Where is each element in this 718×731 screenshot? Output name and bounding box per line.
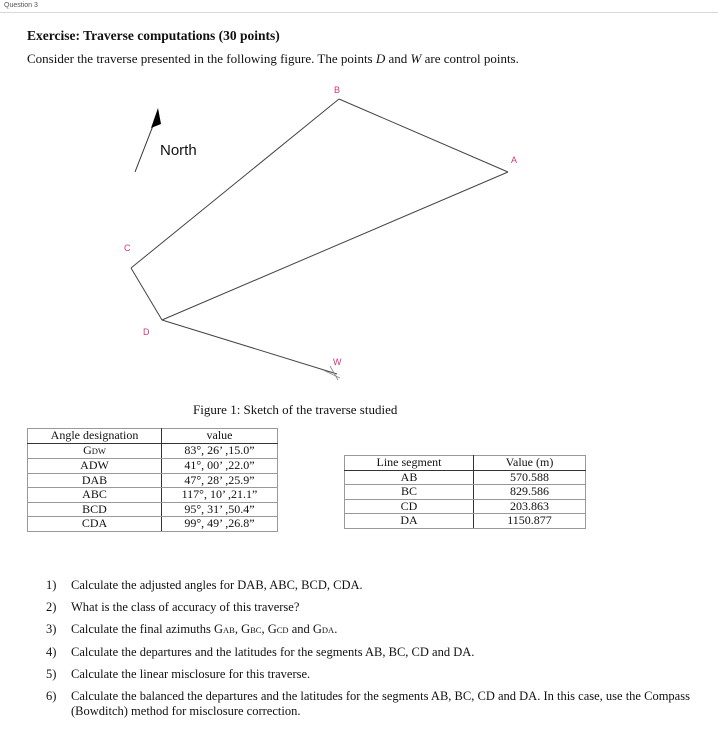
line-segment: CD: [345, 499, 474, 514]
angle-header-designation: Angle designation: [28, 429, 162, 444]
question-label: Question 3: [4, 2, 38, 9]
point-label-d: D: [143, 327, 150, 337]
table-row: [28, 488, 278, 503]
angle-value: 83°, 26’ ,15.0”: [162, 443, 278, 459]
list-item: [46, 578, 706, 593]
question-text: Calculate the linear misclosure for this traverse.: [71, 667, 311, 681]
table-row: [345, 499, 586, 514]
angle-designation: ABC: [28, 488, 162, 503]
table-row: [28, 502, 278, 517]
question-text: Calculate the adjusted angles for DAB, ABC, BCD, CDA.: [71, 578, 363, 592]
line-header-value: Value (m): [474, 456, 586, 471]
angle-value: 117°, 10’ ,21.1”: [162, 488, 278, 503]
intro-prefix: Consider the traverse presented in the following figure. The points: [27, 51, 376, 66]
angle-header-value: value: [162, 429, 278, 444]
angle-value: 95°, 31’ ,50.4”: [162, 502, 278, 517]
angle-designation: CDA: [28, 517, 162, 532]
angle-table: [27, 428, 278, 532]
angle-table-header: [28, 429, 278, 444]
intro-point-d: D: [375, 51, 386, 66]
question-number: 6): [46, 689, 57, 703]
question-number: 2): [46, 600, 57, 614]
line-dw: [162, 320, 337, 374]
line-value: 570.588: [474, 470, 586, 485]
exercise-title: Exercise: Traverse computations (30 points): [27, 28, 280, 43]
angle-designation: ADW: [28, 459, 162, 474]
list-item: [46, 667, 706, 682]
question-number: 4): [46, 645, 57, 659]
angle-value: 47°, 28’ ,25.9”: [162, 473, 278, 488]
list-item: [46, 600, 706, 615]
question-text: Calculate the balanced the departures and the latitudes for the segments AB, BC, CD and DA. In this case, use the Compass (Bowditch) method for misclosure correction.: [71, 689, 690, 718]
north-arrow-icon: [151, 108, 161, 128]
line-table-header: [345, 456, 586, 471]
intro-point-w: W: [410, 51, 422, 66]
list-item: [46, 622, 706, 638]
angle-designation: BCD: [28, 502, 162, 517]
point-label-a: A: [511, 155, 518, 165]
line-segment: AB: [345, 470, 474, 485]
table-row: [345, 485, 586, 500]
question-text: Calculate the departures and the latitudes for the segments AB, BC, CD and DA.: [71, 645, 475, 659]
table-row: [28, 517, 278, 532]
line-value: 203.863: [474, 499, 586, 514]
question-number: 1): [46, 578, 57, 592]
question-text: What is the class of accuracy of this traverse?: [71, 600, 300, 614]
point-label-c: C: [124, 243, 131, 253]
question-number: 3): [46, 622, 57, 636]
line-segment: DA: [345, 514, 474, 529]
line-ba: [339, 99, 508, 172]
table-row: [345, 470, 586, 485]
question-number: 5): [46, 667, 57, 681]
angle-designation: DAB: [28, 473, 162, 488]
angle-value: 99°, 49’ ,26.8”: [162, 517, 278, 532]
question-text: Calculate the final azimuths GAB, GBC, GCD and GDA.: [71, 622, 338, 636]
point-label-w: W: [333, 357, 342, 367]
control-point-w-icon: [323, 366, 340, 380]
table-row: [345, 514, 586, 529]
line-value: 829.586: [474, 485, 586, 500]
table-row: [28, 459, 278, 474]
figure-caption: Figure 1: Sketch of the traverse studied: [193, 402, 398, 417]
line-cb: [131, 99, 339, 268]
point-label-b: B: [334, 85, 341, 95]
line-header-segment: Line segment: [345, 456, 474, 471]
angle-designation: GDW: [28, 443, 162, 459]
table-row: [28, 473, 278, 488]
line-segment-table: [344, 455, 586, 529]
intro-and: and: [385, 51, 411, 66]
line-dc: [131, 268, 162, 320]
north-label: North: [160, 142, 197, 159]
intro-suffix: are control points.: [421, 51, 519, 66]
list-item: [46, 689, 706, 719]
line-ad: [162, 172, 508, 320]
angle-value: 41°, 00’ ,22.0”: [162, 459, 278, 474]
question-list: [46, 578, 706, 726]
list-item: [46, 645, 706, 660]
line-segment: BC: [345, 485, 474, 500]
table-row: [28, 443, 278, 459]
line-value: 1150.877: [474, 514, 586, 529]
traverse-lines: [131, 99, 508, 374]
